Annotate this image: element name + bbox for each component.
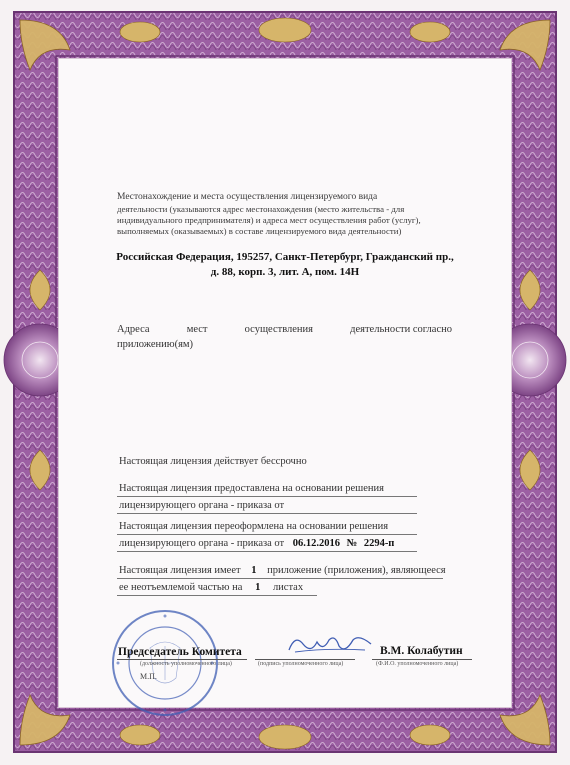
appendix-suffix: листах xyxy=(272,582,304,593)
places-word: Адреса xyxy=(117,324,150,335)
reissued-number: 2294-п xyxy=(363,538,395,549)
reissued-line xyxy=(119,537,394,550)
reissued-line: Настоящая лицензия переоформлена на основании решения xyxy=(119,521,389,532)
divider xyxy=(117,534,417,535)
location-address xyxy=(100,250,470,280)
divider xyxy=(372,659,472,660)
caption-position: (должность уполномоченного лица) xyxy=(140,661,232,667)
appendix-count: 1 xyxy=(251,565,257,576)
reissued-number-sign: № xyxy=(346,538,358,549)
reissued-date: 06.12.2016 xyxy=(292,538,340,549)
divider xyxy=(117,496,417,497)
caption-name: (Ф.И.О. уполномоченного лица) xyxy=(376,661,459,667)
signatory-position: Председатель Комитета xyxy=(118,646,242,658)
places-line2: приложению(ям) xyxy=(117,339,194,350)
appendix-line xyxy=(119,564,446,577)
divider xyxy=(117,551,417,552)
granted-line: Настоящая лицензия предоставлена на основании решения xyxy=(119,483,384,494)
location-heading-line: деятельности (указываются адрес местонахождения (место жительства - для xyxy=(117,203,405,214)
address-line: д. 88, корп. 3, лит. А, пом. 14Н xyxy=(210,265,360,278)
location-heading-line: индивидуального предпринимателя) и адреса мест осуществления работ (услуг), xyxy=(117,214,421,225)
signatory-name: В.М. Колабутин xyxy=(380,645,463,657)
reissued-prefix: лицензирующего органа - приказа от xyxy=(119,538,285,549)
seal-mark: М.П. xyxy=(140,672,157,681)
places-word: деятельности согласно xyxy=(350,324,452,335)
caption-signature: (подпись уполномоченного лица) xyxy=(258,661,344,667)
address-line: Российская Федерация, 195257, Санкт-Петербург, Гражданский пр., xyxy=(116,251,454,263)
appendix-sheets: 1 xyxy=(255,582,261,593)
appendix-suffix: приложение (приложения), являющееся xyxy=(267,565,446,576)
handwritten-signature xyxy=(285,630,375,660)
location-heading xyxy=(117,192,447,237)
divider xyxy=(117,595,317,596)
appendix-prefix: Настоящая лицензия имеет xyxy=(119,565,241,576)
divider xyxy=(117,578,443,579)
location-heading-line: Местонахождение и места осуществления лицензируемого вида xyxy=(117,192,378,202)
places-word: осуществления xyxy=(244,324,313,335)
appendix-prefix: ее неотъемлемой частью на xyxy=(119,582,243,593)
divider xyxy=(117,513,417,514)
appendix-line xyxy=(119,581,303,594)
divider xyxy=(117,659,247,660)
places-word: мест xyxy=(186,324,208,335)
granted-line: лицензирующего органа - приказа от xyxy=(119,500,285,511)
divider xyxy=(255,659,355,660)
location-heading-line: выполняемых (оказываемых) в составе лицензируемого вида деятельности) xyxy=(117,225,402,236)
places-line xyxy=(117,323,452,336)
validity-text: Настоящая лицензия действует бессрочно xyxy=(119,456,307,467)
